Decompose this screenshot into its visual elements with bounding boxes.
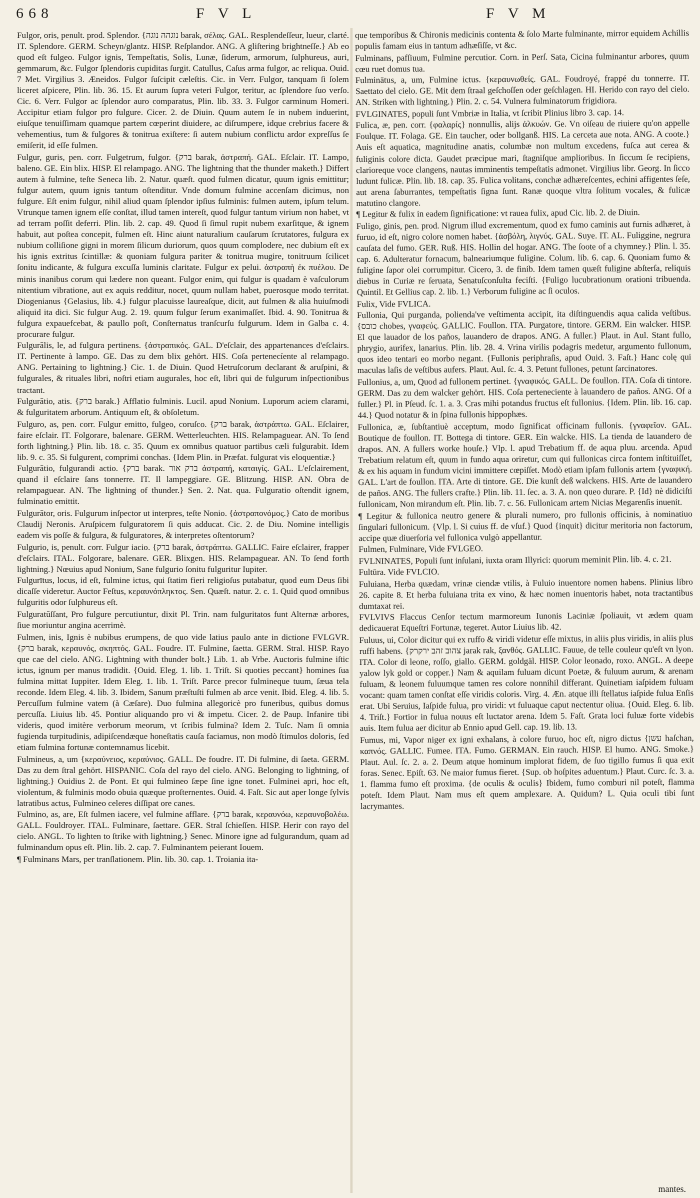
dictionary-entry	[359, 633, 694, 735]
entry-headword: Fulgurītus,	[17, 575, 55, 586]
entry-text: & fulix in eadem ſignificatione: vt rauea fulix, apud Cic. lib. 2. de Diuin.	[389, 207, 640, 220]
entry-text: Flaccus Cenſor tectum marmoreum Iunonis Laciniæ ſpoliauit, vt ædem quam dedicauerat Equeſtri Fortunæ, tegeret. Autor Liuius lib. 42.	[359, 610, 694, 634]
entry-text: as, are, Eſt fulmen iacere, vel fulmine afflare. {ברק barak, κεραυνόω, κεραυνοβολέω. GALL. Fouldroyer. ITAL. Fulminare, ſaettare. GER. Stral ſchieſſen. HISP. Herir con rayo del cielo. ANGL. To lighten to ſtrike with lightning.} Senec. Minore igne ad fulgurandum, quam ad fulminandum opus eſt. Plin. lib. 2. cap. 7. Fulminantem peierant Iouem.	[17, 809, 349, 853]
dictionary-entry	[359, 610, 693, 634]
entry-text: inis, Ignis è nubibus erumpens, de quo vide latius paulo ante in dictione FVLGVR. {ברק barak, κεραυνός, σκηπτός. GAL. Foudre. IT. Fulmine, ſaetta. GERM. Stral. HISP. Rayo que cae del cielo. ANG. Lightning with thunder bolt.} Lib. 1. ab Vrbe. Auctoris fulmine iſtic ictus, ignum per manus tradidit. {Ouid. Eleg. 1. lib. 1. Triſt. Si quoties peccant} homines ſua fulmina mittat Iuppiter. Idem Eleg. 1. lib. 1. Triſt. Parce precor fulmineque tuum, ſæua tela reconde. Idem Eleg. 4. lib. 3. Ibidem, Sanum præſtuſti fulmen ab arce venit. Ibid. Eleg. 4. lib. 5. Percuſſum fulmine vatem (à Cæſare). Duo fulmina allegoricè pro funeribus, quibus domus percuſſa. Liuius lib. 45. Pontiur aliquando pro vi & impetu. Cicer. 2. de Paup. Infanire tibi videris, quod imitère verborum meorum, vt ſcribis fulmina? Idem 2. Tuſc. Nam ſi omnia fugienda turpitudinis, adipiſcendæque honeſtatis cauſa faciamus, non modò ſtimulos doloris, ſed etiam fulmina fortunæ contemnamus licebit.	[17, 631, 349, 752]
entry-text: mi, Vapor niger ex igni exhalans, à colore furuo, hoc eſt, nigro dictus {עשן haſchan, καπνός. GALLIC. Fumee. ITA. Fumo. GERMAN. Ein rauch. HISP. El humo. ANG. Smoke.} Plaut. Aul. ſc. 2. a. 2. Deum atque hominum implorat fidem, de ſuo tigillo fumus ſi qua exit foras. Senec. Epiſt. 63. Ne maior fumus fieret. {Sup. ob hoſpites aduentum.} Plaut. Curc. ſc. 3. a. 1. flamma fumo eſt proxima. {de oculis & oculis} Ibidem, fumo comburi nil poteſt, flamma poteſt. Idem Plaut. Nam mus eſt quem amplexare. A. Quidum? L. Quia oculi tibi ſunt lacrymantes.	[359, 732, 695, 812]
entry-text: populi ſunt Vmbriæ in Italia, vt ſcribit Plinius libro 3. cap. 14.	[411, 106, 625, 119]
dictionary-entry	[359, 553, 693, 566]
left-column	[17, 30, 349, 1190]
dictionary-entry	[359, 576, 693, 611]
dictionary-entry	[17, 152, 349, 340]
dictionary-entry	[356, 118, 691, 209]
dictionary-entry	[17, 419, 349, 463]
running-header	[0, 6, 700, 28]
entry-text: oris. Fulgurum inſpector ut interpres, teſte Nonio. {ἀστραπονόμος.} Cato de moribus Claudij Neronis. Aruſpicem fulguratorem ſi quis adducat. Cic. 2. de Diu. Nomine intelligis eadem vis poſſe & fulgura, & fulguratores, & interpretes oſtentorum?	[17, 508, 349, 541]
dictionary-entry	[17, 340, 349, 395]
entry-headword: Fulguro,	[17, 418, 47, 429]
entry-text: locus, id eſt, fulmine ictus, qui ſtatim fieri religioſus putabatur, quod eum Deus ſibi dicaſſe videretur. Auctor Feſtus, κεραυνόπληκτος. Sen. Quæſt. natur. 2. c. 1. Quid quod omnibus fulguritis odor ſulphureus eſt.	[17, 575, 349, 608]
entry-headword: Fumus,	[359, 734, 386, 745]
entry-headword: Fulmineus,	[17, 753, 56, 764]
entry-headword: Fulminātus,	[355, 74, 397, 86]
entry-headword: Fultūra.	[358, 567, 386, 578]
entry-headword: Fuligo,	[356, 220, 381, 231]
entry-text: guris, pen. corr. Fulgetrum, fulgor. {ברק barak, ἀστραπή. GAL. Eſclair. IT. Lampo, baleno. GE. Ein blix. HISP. El relampago. ANG. The lightning that the thunder maketh.} Differt autem à fulmine, teſte Seneca lib. 2. Natur. quæſt. quod fulmen dicatur, quum ignis emittitur; fulgur autem, quum ignis tantum oſtenditur. Vnde domum fulmine accenſam dicimus, non fulgure. Eſt enim fulgur, nihil aliud quam ſplendor ipſius fulminis: fulmen autem, ipſum telum. Vtrunque tamen ignem eſſe conſtat, illud tamen intereſt, quod fulgur tantum virium non habet, vt ad terram poſſit deferri. Plin. lib. 2. cap. 49. Quod ſi ſimul rupit nubem exarſitque, & ignem habuit, aut poſtea concepit, fulmen eſt. Hinc aiunt naturalium cauſarum ſcrutatores, fulgura ex nubium colliſione gigni in morem ſilicum duriorum, quos quum complodere, nec dubium eſt ex his ignis extritus ſcintillæ: & quoniam fulgura pariter & tonitrua mugire, tonitruum ſcilicet ſonitu indicante, & fulgura excuſſa luminis claritate. Fulgur ex pelui. ἀστραπὴ ἐκ πυέλου. De minis inanibus corum qui lædere non queant. Fulgor enim, qui fulgur is quadam è vaſculorum nitentium vibratione, aut ex aquis redditur, nocet, quum nullam habet, puerosque modo territat. Diogenianus {Gelasius, lib. 4.} fulgur placuisse laureaſque, dicit, aut fulmen & alia huiuſmodi aliquid ita dici. Sic fulgur Aug. 2. 19. quum fulgur ſerum exanimaſſet. Ibid. 4. 90. Tonitrua & fulgura expauefcebat, & paullo poſt, Conſternatus tranſcurſu fulgurum. Idem in Galba c. 4. procurare fulgur.	[17, 152, 349, 339]
entry-text: a, um {κεραύνειος, κεραύνιος. GALL. De foudre. IT. Di fulmine, di ſaeta. GERM. Das zu dem ſtral gehört. HISPANIC. Coſa del rayo del cielo. ANG. Belonging to lightning, of lightning.} Ouidius 2. de Pont. Et qui fulmineo ſæpe ſine igne tonet. Fulminei apri, hoc eſt, violentum, & fulminis modo obuia quæque proſternentes. Ouid. 4. Faſt. Sic aut aper longe ſylvis latratibus actus, Fulmineo celeres diſſipat ore canes.	[17, 753, 349, 808]
entry-headword: Fulmino,	[17, 809, 49, 820]
entry-text: atis. {ברק barak.} Afflatio fulminis. Lucil. apud Nonium. Luporum aciem clarami, & fulguritatem arborum. Antiquum eſt, & obſoletum.	[17, 396, 349, 418]
dictionary-entry	[17, 754, 349, 809]
entry-text: æ, ſubſtantiuè acceptum, modo ſignificat officinam fullonis. {γναφεῖον. GAL. Boutique de foullon. IT. Bottega di tintore. GER. Ein walcke. HIS. La tienda de lauandero de drapos. AN. A fullers worke houſe.} Vlp. l. apud Trebatium ff. de aqua pluu. arcenda. Apud Trebatium relatum eſt, quum in fundo aqua oriretur, cum qui fullonicas circa fontem inſtituiſſet, & ex his aquam in fundum vicini immittere cœpiſſet. Modò etiam ipſam fullonis artem {γναφική. GAL. L'art de foullon. ITA. Arte di tintore. GE. Die kunſt deß walckens. HIS. Arte de lauandero de paños. ANG. The fullers crafte.} Plin. lib. 11. ſec. a. 3. A. non queo durare. P. {Id} nè didiciſti fullonicam, Non mirandum eſt. Plin. lib. 7. c. 56. Fullonicam artem Nicias Megarenſis inuenit.	[357, 419, 693, 509]
dictionary-entry	[355, 73, 689, 108]
dictionary-entry	[358, 508, 692, 543]
entry-text: Vide FVLICA.	[379, 298, 431, 309]
entry-text: Mars, per tranſlationem. Plin. lib. 30. cap. 1. Troiania ita-	[61, 853, 259, 864]
dictionary-entry	[17, 809, 349, 853]
dictionary-entry	[17, 463, 349, 507]
entry-text: is, penult. corr. Fulgur iacio. {ברק barak, ἀστράπτω. GALLIC. Faire eſclairer, frapper d'eſclairs. ITAL. Folgorare, balenare. GER. Blixgen. HIS. Relampaguear. AN. To ſend forth lightning.} Nœuius apud Nonium, Sane fulgurio ſonitu fulguritur Iupiter.	[17, 541, 349, 574]
entry-headword: Fulgor,	[17, 30, 42, 40]
dictionary-entry	[17, 542, 349, 575]
entry-text: pafſiuum, Fulmine percutior. Corn. in Perſ. Sata, Cicina fulminantur arbores, quum cœu ruet domus tua.	[355, 50, 690, 74]
dictionary-entry	[17, 30, 349, 152]
entry-text: que temporibus & Chironis medicinis contenta & ſolo Marte fulminante, mirror equidem Achillis populis famam eius in tantum adhæſiſſe, vt &c.	[355, 27, 690, 52]
entry-headword: ¶ Legitur	[358, 510, 392, 521]
entry-headword: Fulminans,	[355, 52, 394, 63]
entry-text: & fullonica neutro genere & plurali numero, pro fullonis officinis, à nominatiuo ſingulari fullonicum. {Vlp. l. Si cuius ff. de vſuf.} Quod {inquit} dicitur meritoria non factorum, accipe quæ diuerſoria vel fullonica vulgò appellantur.	[358, 508, 693, 543]
entry-text: æ, pen. corr. {φαλαρίς} nonnullis, alijs ἀλκυών. Ge. Vn oiſeau de riuiere qu'on appelle Foulque. IT. Folaga. GE. Ein taucher, oder bollganß. HIS. La cerceta aue nota. ANG. A coote.} Auis eſt aquatica, magnitudine anatis, columbæ non multum excedens, fuſca aut cerea & fuliginis colore dicta. Gaudet præcipue mari, ſtagniſque amplioribus. In ſiccum ſe recipiens, clarioreque voce clangens, nautas imminentis tempeſtatis admonet. Virgilius libr. Georg. In ſicco ludunt fulicæ. Plin. lib. 18. cap. 35. Fulica volitans, conchæ adhæreſcentes, echini affigentes ſeſe, aut arena ſaburrantes, tempeſtatis ſigna ſunt. Ranæ quoque vltra ſolitum vocales, & fulicæ matutino clangore.	[355, 118, 691, 208]
entry-text: Vide FVLCIO.	[387, 566, 440, 578]
entry-text: Herba quædam, vrinæ ciendæ vtilis, à Fuluio inuentore nomen habens. Plinius libro 26. capite 8. Et herba fuluiana trita ex vino, & hæc nomen inuentoris habet, nota tractantibus dumtaxat rei.	[358, 576, 693, 611]
header-right-title: F V M	[486, 6, 551, 22]
entry-text: as, pen. corr. Fulgur emitto, fulgeo, coruſco. {ברק barak, ἀστράπτω. GAL. Eſclairer, faire eſclair. IT. Folgorare, balenare. GERM. Wetterleuchten. HIS. Relampaguear. AN. To ſend forth lightning.} Plin. lib. 18. c. 35. Quum ex omnibus quatuor partibus cæli fulgurabit. Idem lib. 9. c. 35. Si fulgurent, comprimi conchas. {Idem Plin. in Præfat. fulgurat vis eloquentiæ.}	[17, 418, 349, 462]
dictionary-entry	[355, 50, 689, 74]
entry-text: ginis, pen. prod. Nigrum illud excrementum, quod ex fumo caminis aut furnis adhæret, à furuo, id eſt, nigro colore nomen habet. {ἀσβόλη, λιγνύς. GAL. Suye. IT. AL. Fuliggine, negrura cauſata del fumo. GER. Ruß. HIS. Hollin del hogar. ANG. The ſoote of a chymney.} Plin. l. 35. cap. 6. Adulteratur fornacum, balneariumque fuligine. Colum. lib. 6. cap. 6. Quoniam fumo & fuligine ſapor olei corrumpitur. Cicero, 3. de finib. Idem tamen quæſt fuligine abſterſa, reliquis diebus in Curiæ re ſeruata, Senatuſconſulta feciſti. {Fuligo lucubrationum orationi tribuenda. Quintil. Et Gellius cap. 2. lib. 1.} Verborum fuligine ac ſi oculos.	[356, 218, 691, 298]
entry-text: Pro fulgure percutiuntur, dixit Pl. Trin. nam fulguritatos funt Alternæ arbores, ſiue moriuntur angina acerrimè.	[17, 608, 349, 630]
entry-headword: Fulmen,	[358, 543, 388, 555]
dictionary-entry	[17, 632, 349, 754]
entry-headword: Fulgurātor,	[17, 508, 56, 519]
entry-headword: Fuluus,	[359, 634, 385, 646]
entry-text: oris, penult. prod. Splendor. {נוגהה נוגה barak, σέλας. GAL. Resplendeſſeur, lueur, clarté. IT. Splendore. GERM. Scheyn/glantz. HISP. Reſplandor. ANG. A gliſtering brightneſſe.} Ab eo quod eſt fulgeo. Fulgor ignis, Tempeſtatis, Solis, Lunæ, ſiderum, armorum, ſulphureus, auri, gemmarum, &c. Fulgor ſplendoris cupiditas ſurgit. Catullus, Caſus arma fulgor, ac reliqua. Ouid. 7 Met. Virgilius 3. Æneidos. Fulgor ſuſcipit cæleſtis. Cic. in Verr. Fulgor, tanquam ſi ſolem liceret aſpicere, Plin. lib. 36. 15. Et aurum ſupra veteri Fulgor, teritur, ac ſplendore ſuo verſo. Cic. 6. Verr. Fulgor ac ſplendor auro comparatus, Plin. lib. 33. 3. Fulgor carminum Homeri. Accipitur etiam fulgor pro fulgure. Cicer. 2. de Diuin. Quum autem ſe in nubem induerint, eiuſque tenuiſſimam quamque partem cœperint diuidere, ac diſrumpere, idque crebrius facere & vehementius, tum & fulgores & tonitrua exiſtere: ſi autem nubium conflictu ardor expreſſus ſe emiſerit, id eſſe fulmen.	[17, 30, 349, 151]
dictionary-entry	[358, 419, 693, 510]
catchword: mantes.	[658, 1184, 686, 1194]
entry-text: Fulminare, Vide FVLGEO.	[389, 543, 484, 554]
entry-headword: Fulix,	[356, 298, 378, 309]
entry-text: a, um, Quod ad fullonem pertinet. {γναφικός. GALL. De foullon. ITA. Coſa di tintore. GERM. Das zu dem walcker gehört. HIS. Coſa perteneciente à lauandero de paños. ANG. Of a fuller.} Pl. in Pſeud. ſc. 1. a. 3. Cras mihi potandus fructus eſt fullonius. {Idem. Plin. lib. 16. cap. 44.} Quod notatur & in ſpina fullonis hippophæs.	[357, 374, 692, 421]
entry-headword: Fulguratūſſant,	[17, 608, 68, 619]
entry-headword: Fullonia,	[356, 309, 388, 321]
entry-text: Populi ſunt inſulani, iuxta oram Illyrici: quorum meminit Plin. lib. 4. c. 21.	[415, 553, 672, 566]
entry-headword: Fullonica,	[357, 421, 393, 432]
dictionary-entry	[357, 308, 691, 377]
dictionary-entry	[17, 396, 349, 418]
page-number: 668	[16, 6, 54, 22]
entry-headword: Fulgurio,	[17, 541, 49, 552]
entry-text: Qui purganda, polienda've veſtimenta accipit, ita diſtinguendis aqua calida veſtibus. {כובס chobes, γναφεύς. GALLIC. Foullon. ITA. Purgatore, tintore. GERM. Ein walcker. HISP. El que lauador de los paños, lauandero de drapos. ANG. A fuller.} Plaut. in Aul. Stant fullo, phrygio, aurifex, lanarius. Plin. lib. 28. 4. Vrina virilis podagris medetur, argumento fullonum, quos ideo tentari eo morbo negant. {Fullonis periphraſis, apud Ouid. 3. Faſt.} Hanc colę qui maculas laſis de veſtibus aufers. Plaut. Aul. ſc. 4. 3. Petunt fullones, petunt ſarcinatores.	[357, 307, 692, 376]
dictionary-entry	[17, 609, 349, 631]
entry-text: ui, Color dicitur qui ex ruffo & viridi videtur eſſe mixtus, in aliis plus viridis, in aliis plus ruffi habens. {צהוב זהב ירקרק jarak rak, ξανθός. GALLIC. Fauue, de telle couleur qu'eſt vn lyon. ITA. Color di leone, roſſo, giallo. GERM. goldgäl. HISP. Color leonado, roxo. ANGL. A deepe yalow lyk gold or copper.} Nam & aquilam fuluam dicunt Poetæ, & fuluum aurum, & arenam fuluam, & leonem fuluumque tamen res colore nonnihil differant. Quinetiam iaſpidem fuluam vocant: quam tamen conſtat eſſe viridis coloris. Virg. 4. Æn. atque illi ſtellatus iaſpide fulua Enſis erat. Ubi Seruius, Iaſpide fulua, pro viridi: vt fuluaque caput nectentur oliua. {Ouid. Eleg. 6. lib. 4. Triſt.} Fortior in fulua nouus eſt luctator arena. Idem 5. Faſt. Grata loci fuluæ forte videbis auis. Item fulua aer dicitur ab Ennio apud Gell. cap. 19. lib. 13.	[359, 632, 694, 734]
header-left-title: F V L	[196, 6, 257, 22]
entry-headword: Fulica,	[355, 120, 380, 131]
entry-text: fulgurandi actio. {ברק barak. ברק אור ἀστραπή, καταιγίς. GAL. L'eſclairement, quand il eſclaire ſans tonnerre. IT. Il lampeggiare. GE. Blitzung. HISP. AN. Obra de relampaguear. AN. The lightning of thunder.} Sen. 2. Nat. qua. Fulguratio oſtendit ignem, fulminatio emittit.	[17, 463, 349, 507]
entry-headword: Fulmen,	[17, 631, 46, 642]
entry-headword: FVLGINATES,	[355, 108, 410, 119]
right-column	[355, 28, 697, 1190]
dictionary-entry	[17, 854, 349, 865]
dictionary-entry	[17, 508, 349, 541]
entry-text: a, um, Fulmine ictus. {κεραυνωθείς. GAL. Foudroyé, frappé du tonnerre. IT. Saettato del cielo. GE. Mit dem ſtraal geſchoſſen oder geſchlagen. HI. Herido con rayo del cielo. AN. Striken with lightning.} Plin. 2. c. 54. Vulnera fulminatorum frigidiora.	[355, 72, 690, 108]
entry-headword: Fulgurālis,	[17, 340, 55, 351]
entry-headword: FVLVIVS	[359, 612, 395, 623]
entry-headword: Fulgurātio,	[17, 463, 55, 474]
dictionary-entry	[360, 733, 695, 813]
column-gutter	[350, 28, 353, 1193]
dictionary-entry	[356, 218, 691, 298]
entry-headword: ¶ Fulminans	[17, 853, 60, 864]
entry-headword: Fulgurātio,	[17, 396, 55, 407]
dictionary-entry	[17, 575, 349, 608]
dictionary-entry	[355, 28, 689, 52]
entry-headword: FVLNINATES,	[358, 555, 413, 566]
dictionary-entry	[357, 375, 691, 422]
entry-headword: ¶ Legitur	[356, 209, 388, 220]
entry-headword: Fuluiana,	[358, 578, 392, 589]
entry-headword: Fulgur,	[17, 152, 42, 163]
entry-headword: Fullonius,	[357, 376, 393, 387]
entry-text: le, ad fulgura pertinens. {ἀστραπικός. GAL. D'eſclair, des appartenances d'eſclairs. IT. Pertinente à lampo. GE. Das zu dem blix gehört. HIS. Coſa pertenecíente al relampago. ANG. Pertaining to lightning.} Cic. 1. de Diuin. Quod Hetruſcorum declarant & aruſpini, & fulgurales, & rituales libri, noſtri etiam augurales, hoc eſt, libri qui de fulgurum inſpectionibus tractant.	[17, 340, 349, 395]
